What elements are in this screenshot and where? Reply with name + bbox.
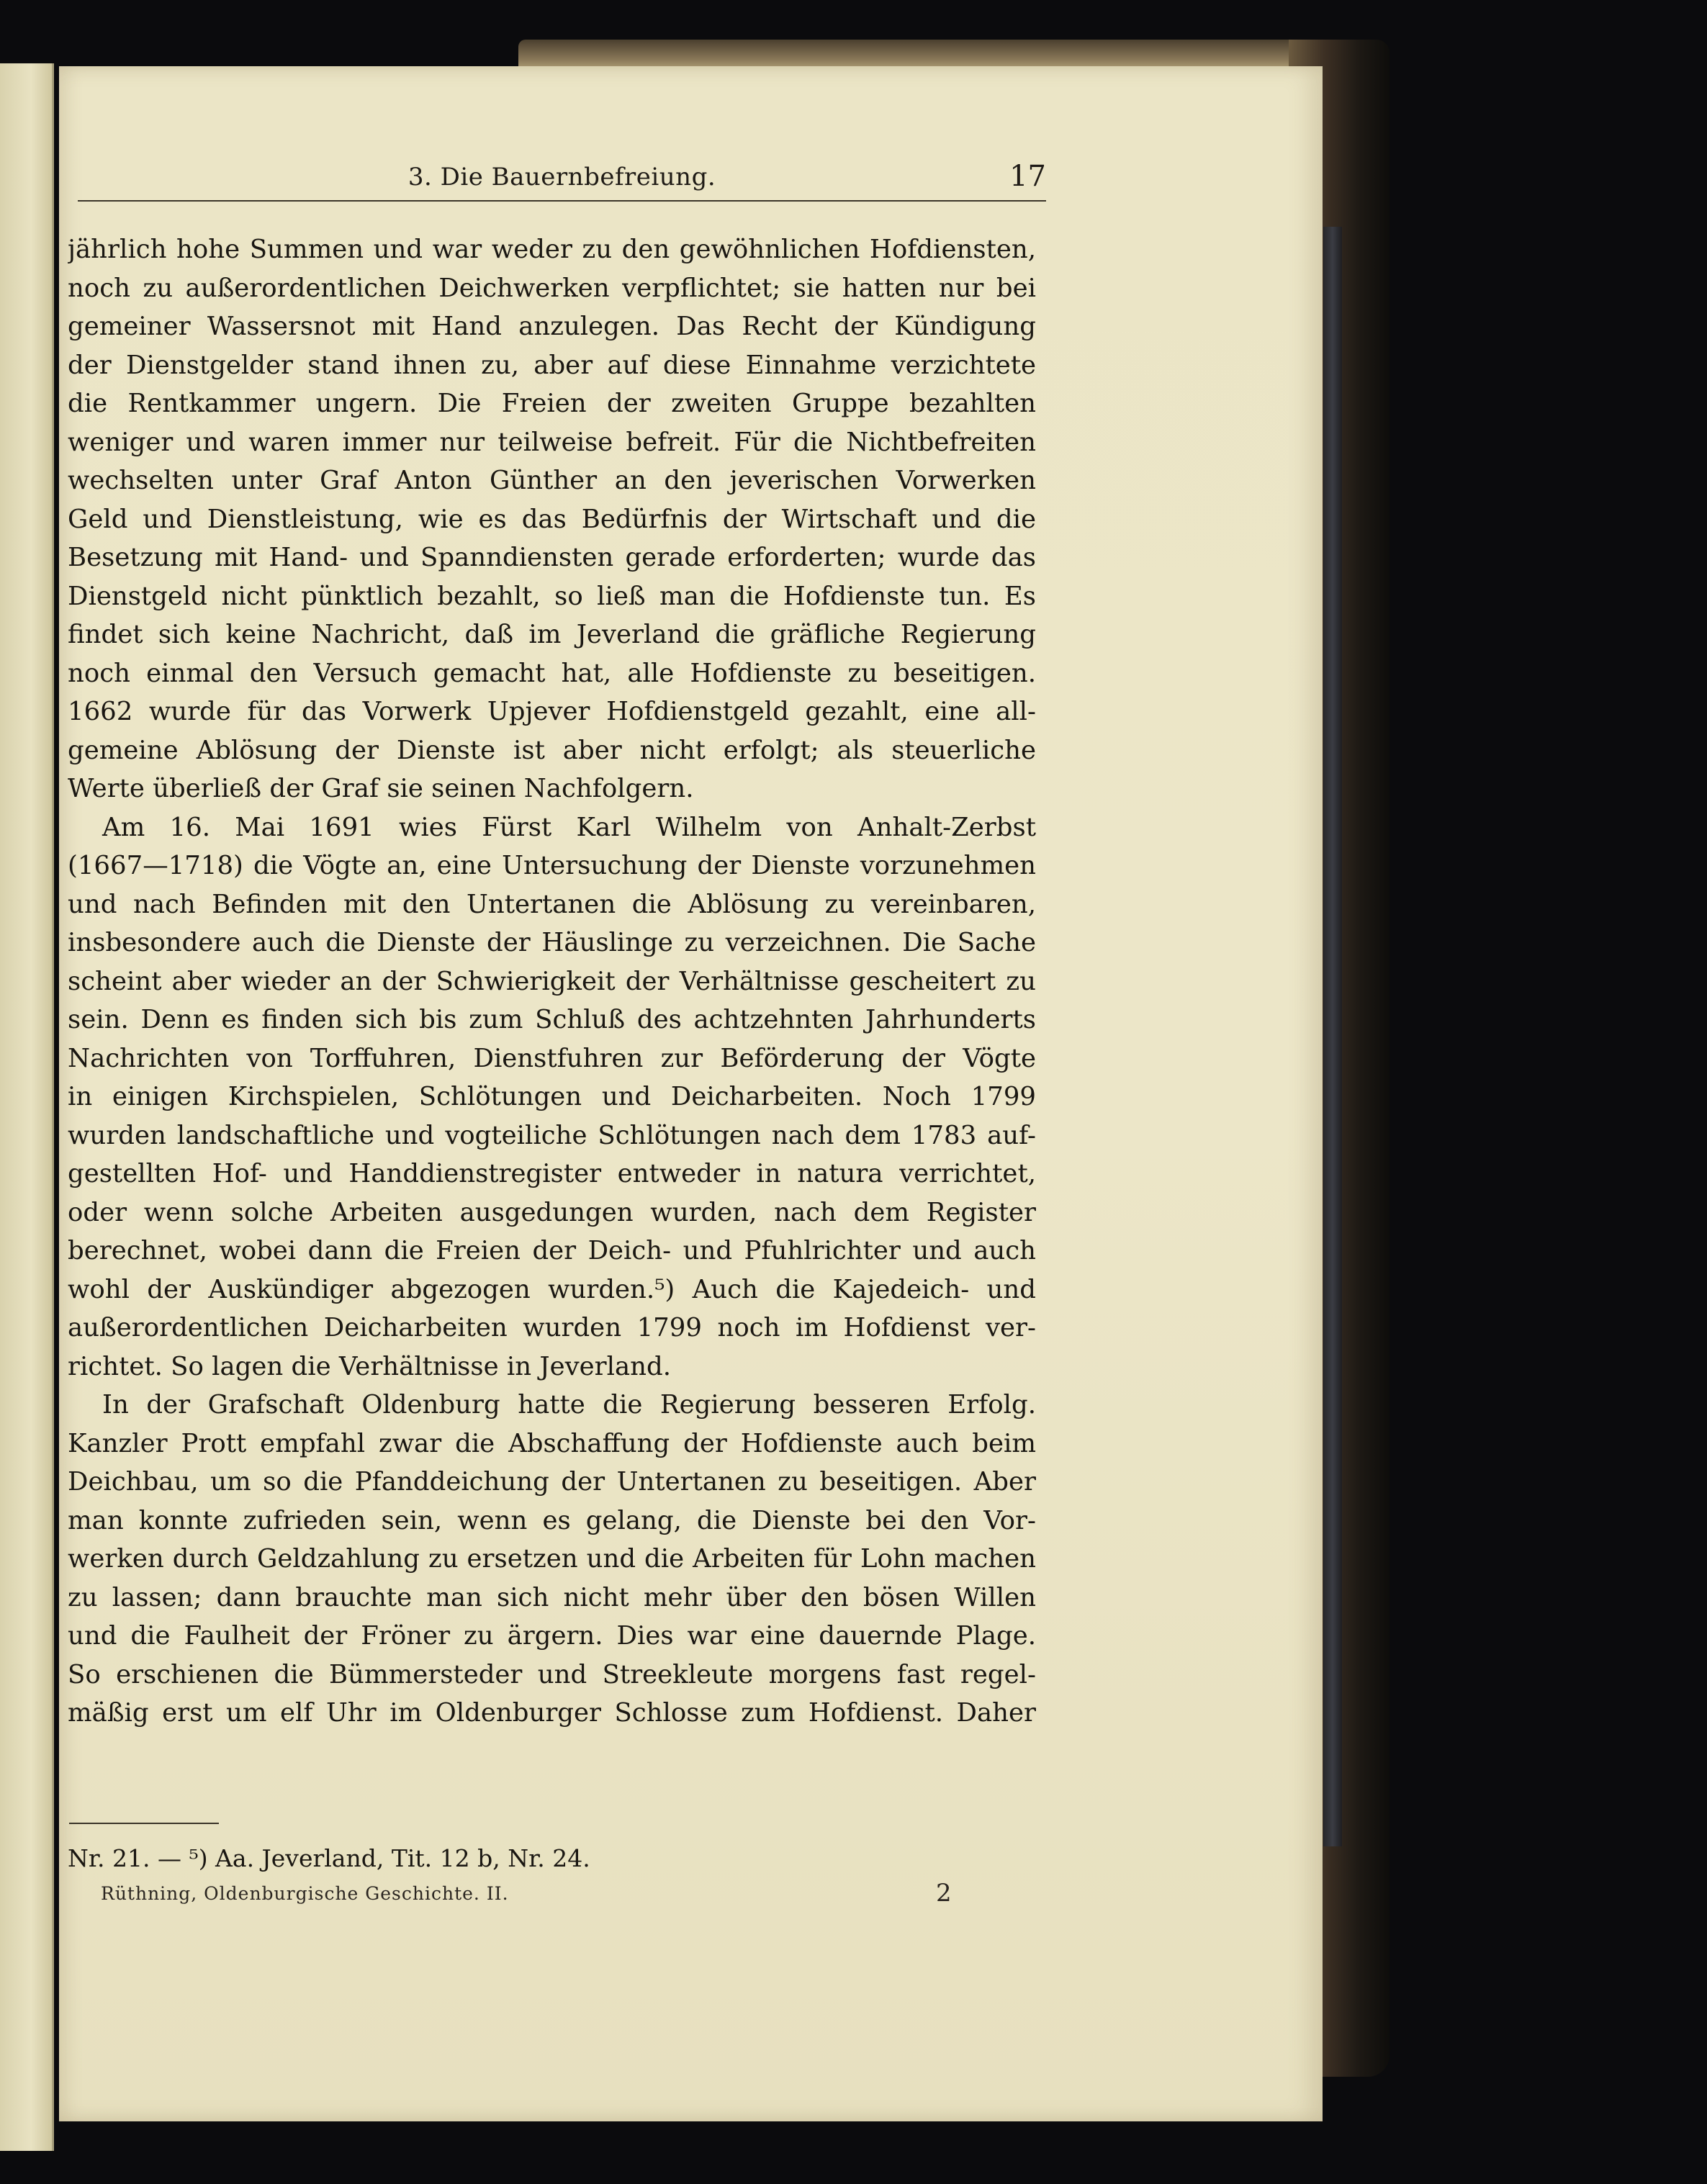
- text-line: findet sich keine Nachricht, daß im Jeverland die gräfliche Regierung: [68, 620, 1036, 649]
- facing-page-edge: [0, 63, 54, 2151]
- text-line: der Dienstgelder stand ihnen zu, aber auf diese Einnahme verzichtete: [68, 350, 1036, 380]
- text-line: man konnte zufrieden sein, wenn es gelang, die Dienste bei den Vor-: [68, 1505, 1036, 1535]
- page-number: 17: [1009, 160, 1046, 193]
- running-head: [78, 157, 1046, 202]
- text-line: So erschienen die Bümmersteder und Streekleute morgens fast regel-: [68, 1659, 1036, 1689]
- text-line: Geld und Dienstleistung, wie es das Bedürfnis der Wirtschaft und die: [68, 504, 1036, 534]
- text-line: weniger und waren immer nur teilweise befreit. Für die Nichtbefreiten: [68, 427, 1036, 457]
- text-line: oder wenn solche Arbeiten ausgedungen wurden, nach dem Register: [68, 1197, 1036, 1227]
- text-line: noch einmal den Versuch gemacht hat, alle Hofdienste zu beseitigen.: [68, 658, 1036, 688]
- text-line: scheint aber wieder an der Schwierigkeit der Verhältnisse gescheitert zu: [68, 966, 1036, 996]
- text-line: wohl der Auskündiger abgezogen wurden.⁵) Auch die Kajedeich- und: [68, 1274, 1036, 1304]
- text-line: Dienstgeld nicht pünktlich bezahlt, so ließ man die Hofdienste tun. Es: [68, 581, 1036, 611]
- text-line: 1662 wurde für das Vorwerk Upjever Hofdienstgeld gezahlt, eine all-: [68, 697, 1036, 726]
- text-line: insbesondere auch die Dienste der Häuslinge zu verzeichnen. Die Sache: [68, 928, 1036, 957]
- text-line: mäßig erst um elf Uhr im Oldenburger Schlosse zum Hofdienst. Daher: [68, 1698, 1036, 1728]
- text-line: in einigen Kirchspielen, Schlötungen und Deicharbeiten. Noch 1799: [68, 1082, 1036, 1111]
- footnote: Nr. 21. — ⁵) Aa. Jeverland, Tit. 12 b, Nr. 24.: [68, 1844, 590, 1872]
- text-line: wurden landschaftliche und vogteiliche Schlötungen nach dem 1783 auf-: [68, 1120, 1036, 1150]
- chapter-title: 3. Die Bauernbefreiung.: [407, 163, 716, 191]
- text-line: gemeiner Wassersnot mit Hand anzulegen. Das Recht der Kündigung: [68, 312, 1036, 341]
- text-line: die Rentkammer ungern. Die Freien der zweiten Gruppe bezahlten: [68, 389, 1036, 418]
- paragraph-start-line: In der Grafschaft Oldenburg hatte die Regierung besseren Erfolg.: [102, 1390, 1036, 1420]
- paragraph-end-line: richtet. So lagen die Verhältnisse in Jeverland.: [68, 1351, 672, 1381]
- footnote-divider: [69, 1823, 219, 1824]
- text-line: wechselten unter Graf Anton Günther an den jeverischen Vorwerken: [68, 466, 1036, 495]
- text-line: noch zu außerordentlichen Deichwerken verpflichtet; sie hatten nur bei: [68, 273, 1036, 303]
- cover-spine-strip: [1323, 227, 1342, 1846]
- text-line: zu lassen; dann brauchte man sich nicht mehr über den bösen Willen: [68, 1582, 1036, 1612]
- text-line: jährlich hohe Summen und war weder zu den gewöhnlichen Hofdiensten,: [68, 235, 1036, 264]
- text-line: außerordentlichen Deicharbeiten wurden 1799 noch im Hofdienst ver-: [68, 1313, 1036, 1343]
- paragraph-end-line: Werte überließ der Graf sie seinen Nachfolgern.: [68, 774, 694, 803]
- body-text: [68, 230, 1036, 1733]
- text-line: Nachrichten von Torffuhren, Dienstfuhren zur Beförderung der Vögte: [68, 1043, 1036, 1073]
- paragraph-start-line: Am 16. Mai 1691 wies Fürst Karl Wilhelm von Anhalt-Zerbst: [102, 812, 1036, 842]
- text-line: gemeine Ablösung der Dienste ist aber nicht erfolgt; als steuerliche: [68, 735, 1036, 765]
- text-line: und nach Befinden mit den Untertanen die Ablösung zu vereinbaren,: [68, 889, 1036, 919]
- text-line: werken durch Geldzahlung zu ersetzen und die Arbeiten für Lohn machen: [68, 1544, 1036, 1574]
- text-line: (1667—1718) die Vögte an, eine Untersuchung der Dienste vorzunehmen: [68, 851, 1036, 880]
- text-line: berechnet, wobei dann die Freien der Deich- und Pfuhlrichter und auch: [68, 1236, 1036, 1265]
- text-line: gestellten Hof- und Handdienstregister entweder in natura verrichtet,: [68, 1159, 1036, 1188]
- text-line: und die Faulheit der Fröner zu ärgern. Dies war eine dauernde Plage.: [68, 1621, 1036, 1651]
- text-line: Kanzler Prott empfahl zwar die Abschaffung der Hofdienste auch beim: [68, 1428, 1036, 1458]
- text-line: Besetzung mit Hand- und Spanndiensten gerade erforderten; wurde das: [68, 543, 1036, 572]
- text-line: Deichbau, um so die Pfanddeichung der Untertanen zu beseitigen. Aber: [68, 1467, 1036, 1497]
- signature-number: 2: [936, 1879, 952, 1908]
- text-line: sein. Denn es finden sich bis zum Schluß des achtzehnten Jahrhunderts: [68, 1005, 1036, 1034]
- printer-signature: Rüthning, Oldenburgische Geschichte. II.: [101, 1883, 509, 1904]
